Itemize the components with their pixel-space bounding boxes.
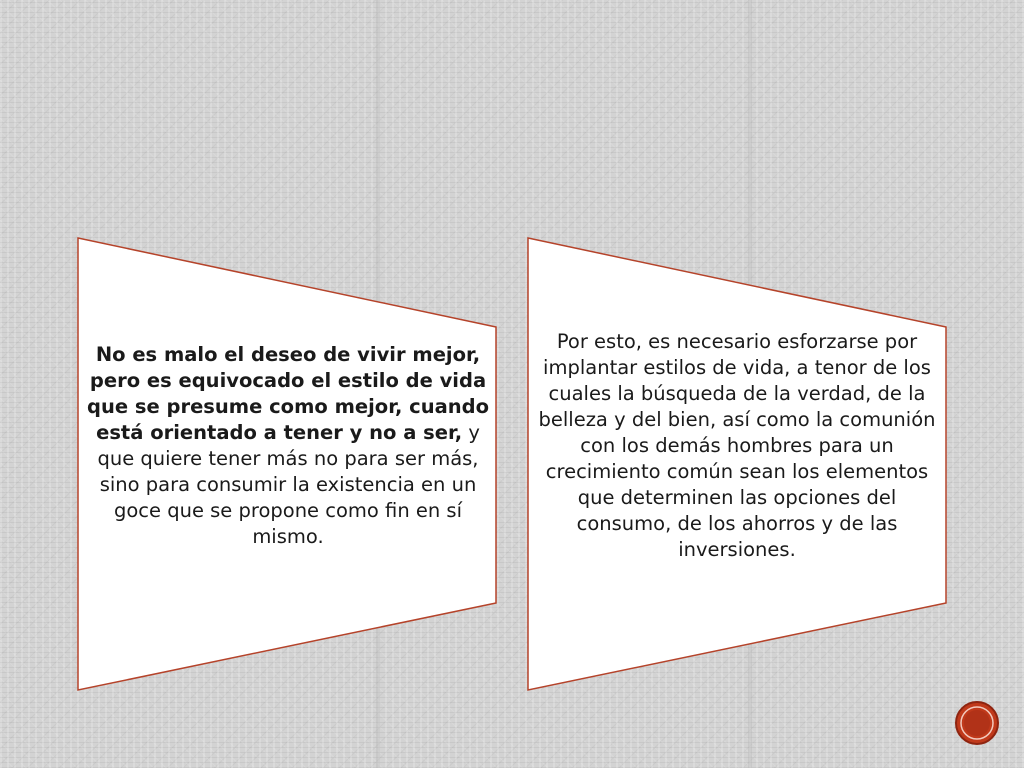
- left-panel-bold-text: No es malo el deseo de vivir mejor, pero es equivocado el estilo de vida que se presume como mejor, cuando está orientado a tener y no a ser,: [87, 343, 489, 444]
- left-panel-normal-text: y que quiere tener más no para ser más, sino para consumir la existencia en un goce que se propone como fin en sí mismo.: [97, 421, 480, 548]
- right-panel-text: Por esto, es necesario esforzarse por implantar estilos de vida, a tenor de los cuales la búsqueda de la verdad, de la belleza y del bien, así como la comunión con los demás hombres para un crecimiento común sean los elementos que determinen las opciones del consumo, de los ahorros y de las inversiones.: [538, 330, 936, 561]
- left-panel-text: [86, 342, 490, 550]
- next-slide-button[interactable]: [954, 700, 1000, 746]
- circle-next-icon: [954, 700, 1000, 746]
